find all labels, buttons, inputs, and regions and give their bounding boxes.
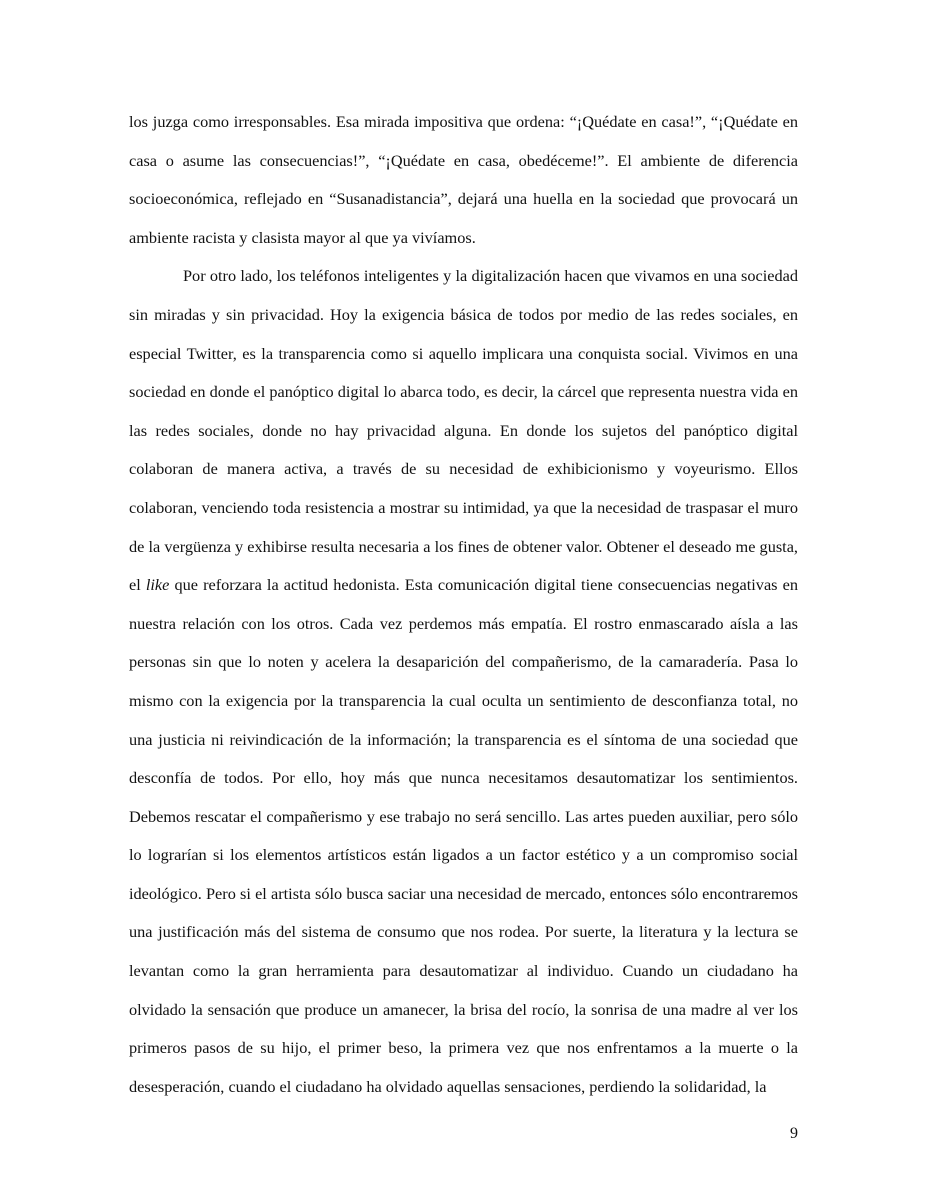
paragraph — [129, 257, 798, 1106]
paragraph-text: que reforzara la actitud hedonista. Esta comunicación digital tiene consecuencias negativas en nuestra relación con los otros. Cada vez perdemos más empatía. El rostro enmascarado aísla a las personas sin que lo noten y acelera la desaparición del compañerismo, de la camaradería. Pasa lo mismo con la exigencia por la transparencia la cual oculta un sentimiento de desconfianza total, no una justicia ni reivindicación de la información; la transparencia es el síntoma de una sociedad que desconfía de todos. Por ello, hoy más que nunca necesitamos desautomatizar los sentimientos. Debemos rescatar el compañerismo y ese trabajo no será sencillo. Las artes pueden auxiliar, pero sólo lo lograrían si los elementos artísticos están ligados a un factor estético y a un compromiso social ideológico. Pero si el artista sólo busca saciar una necesidad de mercado, entonces sólo encontraremos una justificación más del sistema de consumo que nos rodea. Por suerte, la literatura y la lectura se levantan como la gran herramienta para desautomatizar al individuo. Cuando un ciudadano ha olvidado la sensación que produce un amanecer, la brisa del rocío, la sonrisa de una madre al ver los primeros pasos de su hijo, el primer beso, la primera vez que nos enfrentamos a la muerte o la desesperación, cuando el ciudadano ha olvidado aquellas sensaciones, perdiendo la solidaridad, la — [129, 575, 798, 1096]
body-text — [129, 103, 798, 1106]
paragraph-text: los juzga como irresponsables. Esa mirada impositiva que ordena: “¡Quédate en casa!”, “¡Quédate en casa o asume las consecuencias!”, “¡Quédate en casa, obedéceme!”. El ambiente de diferencia socioeconómica, reflejado en “Susanadistancia”, dejará una huella en la sociedad que provocará un ambiente racista y clasista mayor al que ya vivíamos. — [129, 112, 798, 247]
italic-text: like — [145, 575, 170, 595]
paragraph-text: Por otro lado, los teléfonos inteligentes y la digitalización hacen que vivamos en una sociedad sin miradas y sin privacidad. Hoy la exigencia básica de todos por medio de las redes sociales, en especial Twitter, es la transparencia como si aquello implicara una conquista social. Vivimos en una sociedad en donde el panóptico digital lo abarca todo, es decir, la cárcel que representa nuestra vida en las redes sociales, donde no hay privacidad alguna. En donde los sujetos del panóptico digital colaboran de manera activa, a través de su necesidad de exhibicionismo y voyeurismo. Ellos colaboran, venciendo toda resistencia a mostrar su intimidad, ya que la necesidad de traspasar el muro de la vergüenza y exhibirse resulta necesaria a los fines de obtener valor. Obtener el deseado me gusta, el — [129, 266, 798, 595]
paragraph — [129, 103, 798, 257]
page-number: 9 — [790, 1125, 798, 1142]
